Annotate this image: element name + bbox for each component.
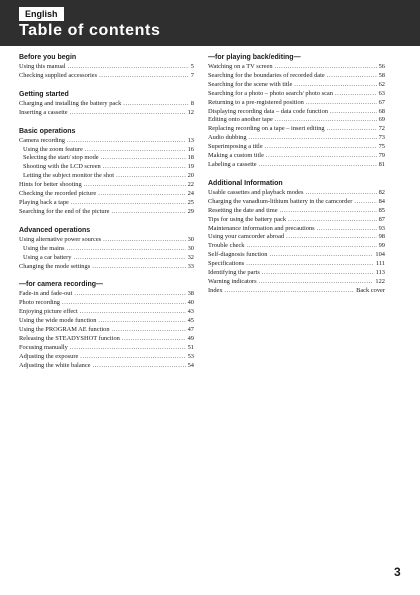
- dot-leader: [74, 290, 185, 299]
- entry-title: Using alternative power sources: [19, 235, 102, 243]
- dot-leader: [67, 245, 186, 254]
- toc-entry[interactable]: [19, 100, 194, 109]
- entry-title: Adjusting the white balance: [19, 361, 91, 369]
- dot-leader: [93, 362, 186, 371]
- section-title: —for camera recording—: [19, 281, 104, 289]
- toc-entry[interactable]: [208, 287, 385, 296]
- entry-title: Photo recording: [19, 299, 60, 307]
- toc-entry[interactable]: [19, 146, 194, 155]
- entry-page-number: 16: [187, 145, 194, 153]
- entry-title: Using the mains: [23, 244, 65, 252]
- toc-entry[interactable]: [19, 154, 194, 163]
- dot-leader: [266, 152, 377, 161]
- entry-page-number: 79: [378, 152, 385, 160]
- dot-leader: [247, 242, 377, 251]
- toc-entry[interactable]: [19, 236, 194, 245]
- toc-section: [19, 280, 194, 370]
- entry-title: Displaying recording data – data code function: [208, 107, 328, 115]
- dot-leader: [112, 208, 186, 217]
- toc-entry[interactable]: [208, 269, 385, 278]
- toc-entry[interactable]: [208, 225, 385, 234]
- toc-section: [19, 90, 194, 118]
- entry-title: Adjusting the exposure: [19, 352, 79, 360]
- entry-title: Fade-in and fade-out: [19, 290, 73, 298]
- toc-entry[interactable]: [208, 152, 385, 161]
- toc-section: [19, 226, 194, 272]
- section-title: Additional Information: [208, 179, 283, 187]
- dot-leader: [84, 181, 186, 190]
- dot-leader: [122, 335, 186, 344]
- toc-section: [208, 53, 385, 170]
- toc-entry[interactable]: [208, 207, 385, 216]
- toc-entry[interactable]: [19, 263, 194, 272]
- entry-page-number: 58: [378, 71, 385, 79]
- dot-leader: [262, 269, 374, 278]
- dot-leader: [98, 317, 185, 326]
- entry-page-number: 49: [187, 334, 194, 342]
- entry-title: Using a car battery: [23, 253, 72, 261]
- dot-leader: [62, 299, 186, 308]
- dot-leader: [73, 254, 185, 263]
- toc-entry[interactable]: [19, 344, 194, 353]
- entry-title: Shooting with the LCD screen: [23, 163, 101, 171]
- dot-leader: [67, 137, 186, 146]
- dot-leader: [294, 81, 376, 90]
- entry-page-number: 81: [378, 160, 385, 168]
- dot-leader: [249, 134, 377, 143]
- entry-page-number: 24: [187, 190, 194, 198]
- entry-page-number: 30: [187, 235, 194, 243]
- dot-leader: [275, 63, 377, 72]
- dot-leader: [305, 189, 376, 198]
- entry-page-number: 45: [187, 317, 194, 325]
- toc-entry[interactable]: [19, 137, 194, 146]
- dot-leader: [99, 72, 189, 81]
- entry-title: Camera recording: [19, 136, 65, 144]
- dot-leader: [269, 251, 373, 260]
- toc-entry[interactable]: [208, 260, 385, 269]
- toc-entry[interactable]: [19, 190, 194, 199]
- entry-title: Releasing the STEADYSHOT function: [19, 334, 120, 342]
- entry-title: Enjoying picture effect: [19, 308, 78, 316]
- dot-leader: [80, 353, 185, 362]
- entry-page-number: 113: [375, 269, 385, 277]
- dot-leader: [80, 308, 186, 317]
- toc-entry[interactable]: [208, 242, 385, 251]
- entry-page-number: 18: [187, 154, 194, 162]
- entry-page-number: 7: [190, 71, 194, 79]
- dot-leader: [68, 63, 189, 72]
- entry-page-number: 85: [378, 206, 385, 214]
- entry-title: Trouble check: [208, 242, 245, 250]
- dot-leader: [101, 154, 186, 163]
- dot-leader: [275, 116, 377, 125]
- dot-leader: [70, 109, 186, 118]
- section-title: Basic operations: [19, 127, 76, 135]
- entry-page-number: 82: [378, 188, 385, 196]
- entry-page-number: Back cover: [356, 286, 385, 294]
- entry-page-number: 68: [378, 107, 385, 115]
- entry-title: Using your camcorder abroad: [208, 233, 285, 241]
- page-number: 3: [394, 565, 401, 579]
- dot-leader: [327, 72, 377, 81]
- toc-entry[interactable]: [19, 299, 194, 308]
- entry-title: Selecting the start/ stop mode: [23, 154, 99, 162]
- toc-section: [208, 179, 385, 296]
- language-badge: English: [19, 7, 64, 21]
- entry-title: Superimposing a title: [208, 143, 263, 151]
- dot-leader: [70, 344, 186, 353]
- entry-page-number: 98: [378, 233, 385, 241]
- dot-leader: [123, 100, 189, 109]
- toc-entry[interactable]: [19, 181, 194, 190]
- page-header: [0, 0, 420, 46]
- entry-title: Charging and installing the battery pack: [19, 99, 122, 107]
- dot-leader: [288, 216, 377, 225]
- entry-title: Resetting the date and time: [208, 206, 278, 214]
- entry-page-number: 40: [187, 299, 194, 307]
- toc-entry[interactable]: [19, 353, 194, 362]
- entry-title: Searching for a photo – photo search/ photo scan: [208, 89, 333, 97]
- entry-title: Audio dubbing: [208, 134, 247, 142]
- toc-section: [19, 53, 194, 81]
- section-title: —for playing back/editing—: [208, 54, 301, 61]
- entry-title: Specifications: [208, 260, 245, 268]
- entry-page-number: 51: [187, 343, 194, 351]
- entry-page-number: 93: [378, 224, 385, 232]
- dot-leader: [354, 198, 376, 207]
- entry-title: Labeling a cassette: [208, 160, 257, 168]
- toc-entry[interactable]: [19, 317, 194, 326]
- entry-page-number: 72: [378, 125, 385, 133]
- toc-entry[interactable]: [19, 208, 194, 217]
- entry-page-number: 56: [378, 63, 385, 70]
- entry-title: Hints for better shooting: [19, 181, 82, 189]
- entry-page-number: 47: [187, 326, 194, 334]
- entry-page-number: 67: [378, 98, 385, 106]
- entry-page-number: 30: [187, 244, 194, 252]
- toc-entry[interactable]: [208, 81, 385, 90]
- toc-entry[interactable]: [19, 163, 194, 172]
- toc-entry[interactable]: [208, 216, 385, 225]
- entry-page-number: 32: [187, 253, 194, 261]
- entry-title: Editing onto another tape: [208, 116, 273, 124]
- dot-leader: [286, 233, 376, 242]
- toc-entry[interactable]: [19, 63, 194, 72]
- entry-title: Searching for the scene with title: [208, 80, 293, 88]
- dot-leader: [246, 260, 374, 269]
- toc-entry[interactable]: [208, 233, 385, 242]
- entry-title: Using the PROGRAM AE function: [19, 326, 110, 334]
- dot-leader: [92, 263, 185, 272]
- dot-leader: [85, 146, 186, 155]
- entry-title: Maintenance information and precautions: [208, 224, 315, 232]
- toc-entry[interactable]: [208, 143, 385, 152]
- dot-leader: [327, 125, 377, 134]
- entry-title: Playing back a tape: [19, 198, 69, 206]
- entry-page-number: 69: [378, 116, 385, 124]
- entry-title: Identifying the parts: [208, 269, 260, 277]
- entry-page-number: 13: [187, 136, 194, 144]
- entry-title: Returning to a pre-registered position: [208, 98, 304, 106]
- entry-page-number: 8: [190, 99, 194, 107]
- toc-right-column: [208, 53, 385, 305]
- entry-page-number: 29: [187, 207, 194, 215]
- entry-page-number: 62: [378, 80, 385, 88]
- toc-entry[interactable]: [19, 362, 194, 371]
- dot-leader: [280, 207, 377, 216]
- dot-leader: [317, 225, 377, 234]
- entry-page-number: 99: [378, 242, 385, 250]
- entry-page-number: 73: [378, 134, 385, 142]
- entry-title: Using this manual: [19, 63, 66, 70]
- entry-title: Using the zoom feature: [23, 145, 83, 153]
- toc-entry[interactable]: [208, 189, 385, 198]
- dot-leader: [98, 190, 185, 199]
- entry-page-number: 84: [378, 197, 385, 205]
- toc-entry[interactable]: [208, 198, 385, 207]
- dot-leader: [112, 326, 186, 335]
- entry-title: Changing the mode settings: [19, 262, 91, 270]
- entry-title: Self-diagnosis function: [208, 251, 268, 259]
- entry-title: Checking the recorded picture: [19, 190, 97, 198]
- dot-leader: [71, 199, 186, 208]
- entry-title: Usable cassettes and playback modes: [208, 188, 304, 196]
- dot-leader: [265, 143, 377, 152]
- toc-entry[interactable]: [19, 326, 194, 335]
- entry-title: Watching on a TV screen: [208, 63, 273, 70]
- toc-entry[interactable]: [19, 199, 194, 208]
- toc-entry[interactable]: [19, 109, 194, 118]
- entry-page-number: 38: [187, 290, 194, 298]
- entry-title: Tips for using the battery pack: [208, 215, 287, 223]
- toc-section: [19, 127, 194, 217]
- entry-page-number: 111: [375, 260, 385, 268]
- toc-left-column: [19, 53, 194, 380]
- dot-leader: [259, 161, 377, 170]
- entry-title: Searching for the end of the picture: [19, 207, 110, 215]
- dot-leader: [103, 163, 186, 172]
- dot-leader: [306, 99, 377, 108]
- entry-page-number: 53: [187, 352, 194, 360]
- entry-title: Searching for the boundaries of recorded date: [208, 71, 325, 79]
- entry-page-number: 33: [187, 262, 194, 270]
- toc-entry[interactable]: [208, 72, 385, 81]
- dot-leader: [225, 287, 355, 296]
- entry-title: Focusing manually: [19, 343, 68, 351]
- dot-leader: [330, 108, 377, 117]
- toc-entry[interactable]: [208, 108, 385, 117]
- toc-entry[interactable]: [19, 172, 194, 181]
- toc-entry[interactable]: [208, 251, 385, 260]
- toc-entry[interactable]: [208, 161, 385, 170]
- entry-page-number: 19: [187, 163, 194, 171]
- entry-page-number: 5: [190, 63, 194, 70]
- toc-entry[interactable]: [208, 90, 385, 99]
- toc-entry[interactable]: [208, 116, 385, 125]
- entry-title: Checking supplied accessories: [19, 71, 98, 79]
- entry-title: Replacing recording on a tape – insert editing: [208, 125, 325, 133]
- dot-leader: [116, 172, 186, 181]
- toc-entry[interactable]: [19, 335, 194, 344]
- entry-page-number: 25: [187, 198, 194, 206]
- toc-entry[interactable]: [208, 134, 385, 143]
- entry-page-number: 75: [378, 143, 385, 151]
- dot-leader: [103, 236, 185, 245]
- toc-entry[interactable]: [19, 290, 194, 299]
- section-title: Advanced operations: [19, 226, 91, 234]
- entry-page-number: 104: [375, 251, 385, 259]
- entry-title: Using the wide mode function: [19, 317, 97, 325]
- entry-page-number: 122: [375, 277, 385, 285]
- toc-entry[interactable]: [208, 278, 385, 287]
- entry-page-number: 20: [187, 172, 194, 180]
- page-title: Table of contents: [19, 22, 161, 39]
- dot-leader: [259, 278, 374, 287]
- entry-title: Making a custom title: [208, 152, 264, 160]
- toc-entry[interactable]: [19, 254, 194, 263]
- toc-entry[interactable]: [19, 245, 194, 254]
- entry-title: Index: [208, 286, 223, 294]
- entry-title: Letting the subject monitor the shot: [23, 172, 115, 180]
- entry-page-number: 43: [187, 308, 194, 316]
- entry-title: Warning indicators: [208, 277, 257, 285]
- entry-page-number: 63: [378, 89, 385, 97]
- toc-entry[interactable]: [208, 63, 385, 72]
- dot-leader: [335, 90, 377, 99]
- toc-entry[interactable]: [19, 308, 194, 317]
- toc-entry[interactable]: [208, 99, 385, 108]
- entry-title: Inserting a cassette: [19, 108, 68, 116]
- section-title: Before you begin: [19, 54, 77, 61]
- section-title: Getting started: [19, 90, 69, 98]
- toc-entry[interactable]: [19, 72, 194, 81]
- toc-entry[interactable]: [208, 125, 385, 134]
- entry-page-number: 12: [187, 108, 194, 116]
- entry-title: Charging the vanadium-lithium battery in the camcorder: [208, 197, 353, 205]
- entry-page-number: 87: [378, 215, 385, 223]
- entry-page-number: 54: [187, 361, 194, 369]
- entry-page-number: 22: [187, 181, 194, 189]
